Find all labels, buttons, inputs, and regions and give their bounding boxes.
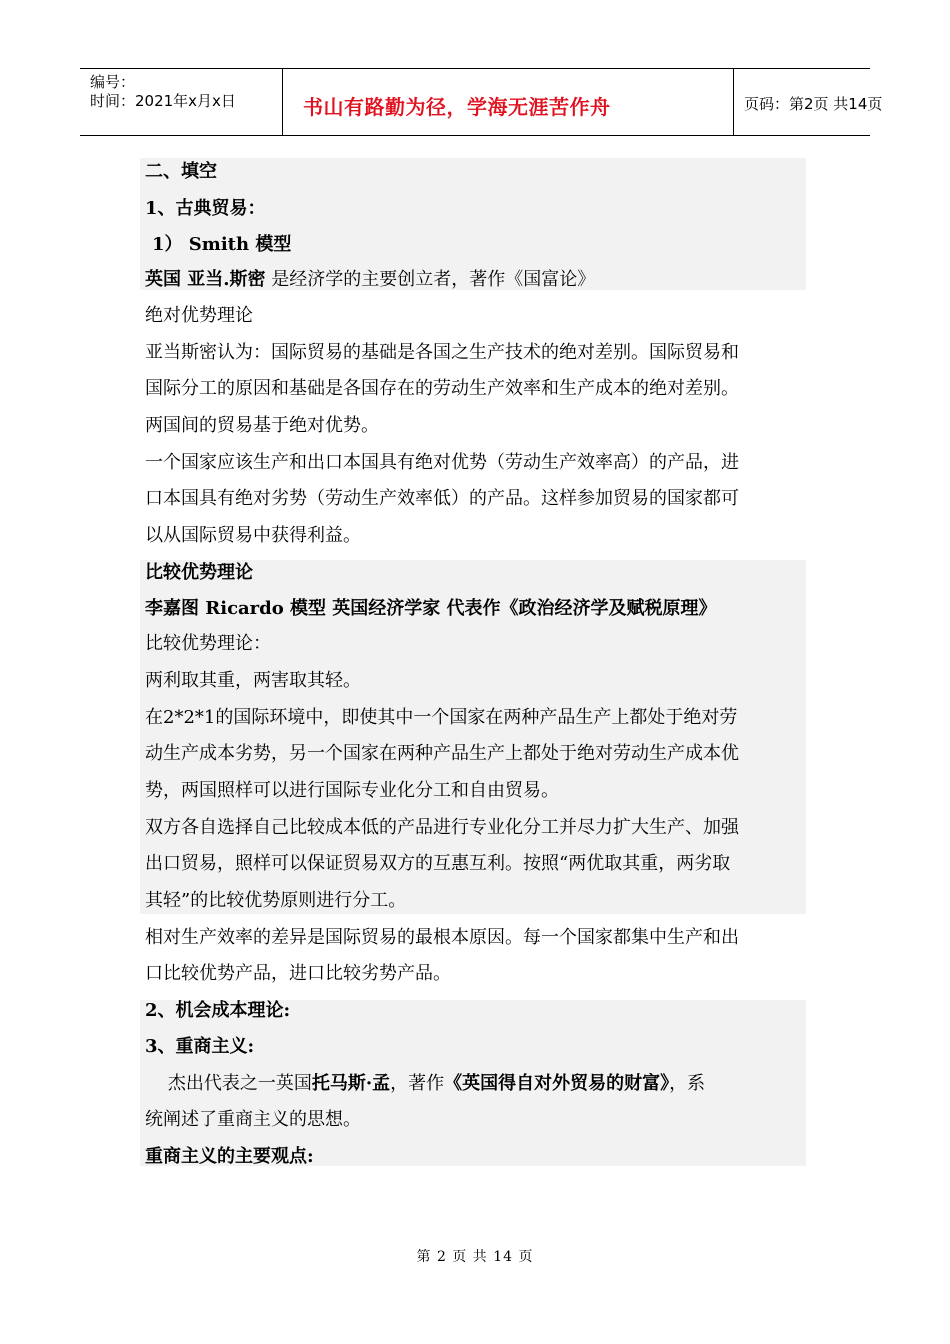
heading-ricardo: 李嘉图 Ricardo 模型 英国经济学家 代表作《政治经济学及赋税原理》 (145, 598, 717, 619)
heading-smith-model: 1） Smith 模型 (152, 234, 292, 255)
text-line: 动生产成本劣势，另一个国家在两种产品生产上都处于绝对劳动生产成本优 (145, 743, 739, 764)
heading-mercantilism-views: 重商主义的主要观点: (145, 1146, 314, 1167)
number-label: 编号： (90, 73, 136, 91)
mun-name: 托马斯·孟 (311, 1073, 391, 1094)
text-line: 两利取其重，两害取其轻。 (145, 670, 361, 691)
text-line (145, 1072, 705, 1096)
text-line: 以从国际贸易中获得利益。 (145, 525, 361, 546)
text-line: 势，两国照样可以进行国际专业化分工和自由贸易。 (145, 780, 559, 801)
text-line: 其轻”的比较优势原则进行分工。 (145, 890, 407, 911)
mun-intro: 杰出代表之一英国 (145, 1073, 312, 1094)
text-line (145, 268, 595, 292)
document-header (80, 68, 883, 136)
text-line: 双方各自选择自己比较成本低的产品进行专业化分工并尽力扩大生产、加强 (145, 817, 739, 838)
text-line: 国际分工的原因和基础是各国存在的劳动生产效率和生产成本的绝对差别。 (145, 378, 739, 399)
mun-work-title: 《英国得自对外贸易的财富》 (444, 1073, 670, 1094)
section-title: 二、填空 (145, 161, 217, 182)
text-line: 口本国具有绝对劣势（劳动生产效率低）的产品。这样参加贸易的国家都可 (145, 488, 739, 509)
text-line: 绝对优势理论 (145, 305, 253, 326)
smith-desc: 是经济学的主要创立者，著作《国富论》 (265, 269, 596, 290)
motto: 书山有路勤为径，学海无涯苦作舟 (303, 95, 611, 119)
text-line: 亚当斯密认为：国际贸易的基础是各国之生产技术的绝对差别。国际贸易和 (145, 342, 739, 363)
mun-work-label: ，著作 (390, 1073, 445, 1094)
text-line: 口比较优势产品，进口比较劣势产品。 (145, 963, 451, 984)
heading-comparative-advantage: 比较优势理论 (145, 562, 253, 583)
text-line: 一个国家应该生产和出口本国具有绝对优势（劳动生产效率高）的产品，进 (145, 452, 739, 473)
header-meta-cell (80, 69, 282, 135)
heading-classical-trade: 1、古典贸易： (145, 198, 266, 219)
page-info: 页码：第2页 共14页 (744, 95, 883, 113)
header-page-cell (734, 69, 883, 135)
text-line: 比较优势理论： (145, 633, 271, 654)
header-motto-cell (282, 69, 734, 135)
text-line: 相对生产效率的差异是国际贸易的最根本原因。每一个国家都集中生产和出 (145, 927, 739, 948)
date-label: 时间：2021年x月x日 (90, 92, 236, 110)
text-line: 出口贸易，照样可以保证贸易双方的互惠互利。按照“两优取其重，两劣取 (145, 853, 731, 874)
text-line: 两国间的贸易基于绝对优势。 (145, 415, 379, 436)
heading-mercantilism: 3、重商主义: (145, 1036, 255, 1057)
mun-tail: ，系 (669, 1073, 706, 1094)
heading-opportunity-cost: 2、机会成本理论: (145, 1000, 291, 1021)
smith-name: 英国 亚当.斯密 (145, 269, 266, 290)
page-footer: 第 2 页 共 14 页 (416, 1249, 534, 1265)
text-line: 在2*2*1的国际环境中，即使其中一个国家在两种产品生产上都处于绝对劳 (145, 707, 738, 728)
text-line: 统阐述了重商主义的思想。 (145, 1109, 361, 1130)
